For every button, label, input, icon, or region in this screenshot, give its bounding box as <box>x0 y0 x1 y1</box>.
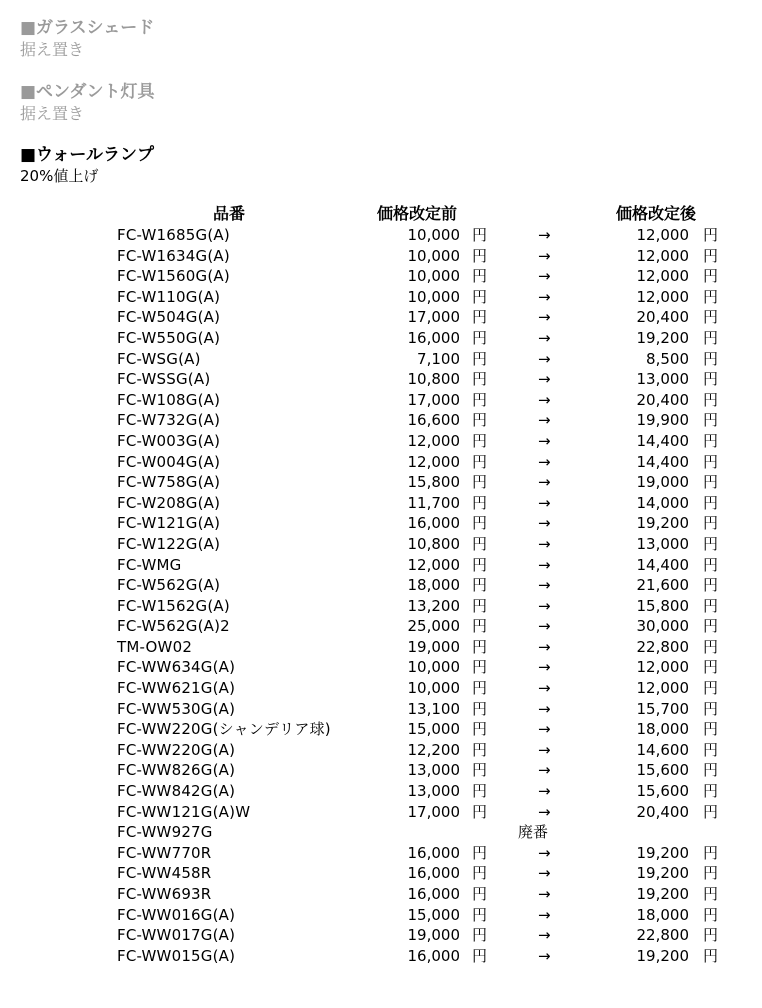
arrow-icon: → <box>538 596 551 615</box>
product-code: FC-WMG <box>117 555 182 574</box>
product-code: FC-WW621G(A) <box>117 679 236 698</box>
price-after: 14,000 <box>636 493 689 512</box>
table-row <box>0 760 762 781</box>
table-row <box>0 843 762 864</box>
yen-unit: 円 <box>472 287 488 306</box>
yen-unit: 円 <box>703 390 719 409</box>
arrow-icon: → <box>538 864 551 883</box>
price-before: 11,700 <box>407 493 460 512</box>
yen-unit: 円 <box>472 555 488 574</box>
price-after: 8,500 <box>646 349 689 368</box>
product-code: FC-W122G(A) <box>117 534 221 553</box>
yen-unit: 円 <box>472 576 488 595</box>
yen-unit: 円 <box>703 514 719 533</box>
price-after: 12,000 <box>636 267 689 286</box>
price-after: 19,900 <box>636 411 689 430</box>
table-row <box>0 863 762 884</box>
arrow-icon: → <box>538 534 551 553</box>
price-after: 19,200 <box>636 843 689 862</box>
table-row <box>0 575 762 596</box>
arrow-icon: → <box>538 452 551 471</box>
arrow-icon: → <box>538 946 551 965</box>
yen-unit: 円 <box>472 431 488 450</box>
price-before: 16,000 <box>407 946 460 965</box>
arrow-icon: → <box>538 658 551 677</box>
product-code: FC-W550G(A) <box>117 328 221 347</box>
table-row <box>0 431 762 452</box>
price-after: 20,400 <box>636 308 689 327</box>
table-row <box>0 246 762 267</box>
yen-unit: 円 <box>703 596 719 615</box>
header-price-after: 価格改定後 <box>616 204 697 223</box>
product-code: FC-WW927G <box>117 823 213 842</box>
yen-unit: 円 <box>703 617 719 636</box>
product-code: FC-W732G(A) <box>117 411 221 430</box>
yen-unit: 円 <box>472 926 488 945</box>
price-before: 17,000 <box>407 308 460 327</box>
arrow-icon: → <box>538 782 551 801</box>
price-before: 16,000 <box>407 885 460 903</box>
product-code: FC-WW121G(A)W <box>117 802 251 821</box>
yen-unit: 円 <box>703 246 719 265</box>
price-after: 21,600 <box>636 576 689 595</box>
table-row <box>0 596 762 617</box>
yen-unit: 円 <box>703 699 719 718</box>
discontinued-label: 廃番 <box>518 823 549 842</box>
product-code: FC-WSG(A) <box>117 349 201 368</box>
product-code: FC-WW458R <box>117 864 212 883</box>
arrow-icon: → <box>538 287 551 306</box>
price-after: 30,000 <box>636 617 689 636</box>
product-code: FC-W004G(A) <box>117 452 221 471</box>
price-before: 25,000 <box>407 617 460 636</box>
arrow-icon: → <box>538 926 551 945</box>
price-before: 17,000 <box>407 802 460 821</box>
yen-unit: 円 <box>703 679 719 698</box>
price-before: 15,800 <box>407 473 460 492</box>
price-after: 22,800 <box>636 926 689 945</box>
price-before: 15,000 <box>407 720 460 739</box>
yen-unit: 円 <box>472 637 488 656</box>
arrow-icon: → <box>538 617 551 636</box>
table-row <box>0 349 762 370</box>
table-row <box>0 390 762 411</box>
price-before: 17,000 <box>407 390 460 409</box>
product-code: FC-W003G(A) <box>117 431 221 450</box>
table-row <box>0 719 762 740</box>
yen-unit: 円 <box>472 452 488 471</box>
table-row <box>0 555 762 576</box>
price-after: 12,000 <box>636 679 689 698</box>
price-after: 19,200 <box>636 514 689 533</box>
price-after: 15,600 <box>636 761 689 780</box>
price-before: 13,100 <box>407 699 460 718</box>
table-row <box>0 905 762 926</box>
yen-unit: 円 <box>703 328 719 347</box>
table-row <box>0 637 762 658</box>
arrow-icon: → <box>538 370 551 389</box>
price-before: 10,000 <box>407 679 460 698</box>
price-after: 20,400 <box>636 390 689 409</box>
yen-unit: 円 <box>703 637 719 656</box>
yen-unit: 円 <box>703 473 719 492</box>
yen-unit: 円 <box>703 782 719 801</box>
product-code: TM-OW02 <box>117 637 193 656</box>
table-row <box>0 287 762 308</box>
price-after: 15,800 <box>636 596 689 615</box>
section-title-wall-lamp: ■ウォールランプ <box>20 145 155 165</box>
price-after: 19,200 <box>636 946 689 965</box>
price-before: 19,000 <box>407 637 460 656</box>
price-before: 16,000 <box>407 514 460 533</box>
price-before: 12,000 <box>407 431 460 450</box>
yen-unit: 円 <box>472 226 488 244</box>
arrow-icon: → <box>538 576 551 595</box>
yen-unit: 円 <box>472 679 488 698</box>
table-row <box>0 369 762 390</box>
table-row <box>0 472 762 493</box>
arrow-icon: → <box>538 246 551 265</box>
price-after: 22,800 <box>636 637 689 656</box>
arrow-icon: → <box>538 390 551 409</box>
product-code: FC-WW826G(A) <box>117 761 236 780</box>
yen-unit: 円 <box>472 493 488 512</box>
product-code: FC-WW530G(A) <box>117 699 236 718</box>
price-before: 7,100 <box>417 349 460 368</box>
yen-unit: 円 <box>703 226 719 244</box>
header-price-before: 価格改定前 <box>377 204 458 223</box>
price-before: 16,600 <box>407 411 460 430</box>
price-before: 10,800 <box>407 534 460 553</box>
header-product-code: 品番 <box>213 204 246 223</box>
price-after: 19,200 <box>636 328 689 347</box>
arrow-icon: → <box>538 905 551 924</box>
yen-unit: 円 <box>472 699 488 718</box>
yen-unit: 円 <box>472 740 488 759</box>
yen-unit: 円 <box>703 452 719 471</box>
section-note-pendant: 据え置き <box>20 104 85 123</box>
price-before: 18,000 <box>407 576 460 595</box>
yen-unit: 円 <box>472 308 488 327</box>
arrow-icon: → <box>538 637 551 656</box>
arrow-icon: → <box>538 411 551 430</box>
table-row <box>0 657 762 678</box>
product-code: FC-W562G(A) <box>117 576 221 595</box>
product-code: FC-WSSG(A) <box>117 370 211 389</box>
product-code: FC-W758G(A) <box>117 473 221 492</box>
yen-unit: 円 <box>472 802 488 821</box>
yen-unit: 円 <box>472 370 488 389</box>
price-after: 14,400 <box>636 555 689 574</box>
price-before: 10,000 <box>407 246 460 265</box>
yen-unit: 円 <box>472 411 488 430</box>
yen-unit: 円 <box>703 864 719 883</box>
table-row <box>0 616 762 637</box>
product-code: FC-WW220G(A) <box>117 740 236 759</box>
arrow-icon: → <box>538 555 551 574</box>
product-code: FC-WW015G(A) <box>117 946 236 965</box>
table-row <box>0 328 762 349</box>
arrow-icon: → <box>538 308 551 327</box>
yen-unit: 円 <box>472 843 488 862</box>
section-title-pendant: ■ペンダント灯具 <box>20 82 155 102</box>
yen-unit: 円 <box>472 534 488 553</box>
yen-unit: 円 <box>472 390 488 409</box>
price-before: 10,800 <box>407 370 460 389</box>
yen-unit: 円 <box>703 576 719 595</box>
price-after: 18,000 <box>636 720 689 739</box>
yen-unit: 円 <box>703 885 719 903</box>
table-row <box>0 493 762 514</box>
price-before: 16,000 <box>407 843 460 862</box>
price-before: 13,000 <box>407 761 460 780</box>
product-code: FC-W562G(A)2 <box>117 617 230 636</box>
price-before: 13,000 <box>407 782 460 801</box>
arrow-icon: → <box>538 514 551 533</box>
table-row <box>0 925 762 946</box>
arrow-icon: → <box>538 802 551 821</box>
product-code: FC-W1685G(A) <box>117 226 230 244</box>
price-after: 19,200 <box>636 885 689 903</box>
arrow-icon: → <box>538 349 551 368</box>
yen-unit: 円 <box>472 761 488 780</box>
price-after: 12,000 <box>636 658 689 677</box>
table-row <box>0 225 762 246</box>
yen-unit: 円 <box>703 308 719 327</box>
yen-unit: 円 <box>703 740 719 759</box>
price-before: 10,000 <box>407 658 460 677</box>
yen-unit: 円 <box>703 720 719 739</box>
price-before: 16,000 <box>407 328 460 347</box>
price-before: 12,200 <box>407 740 460 759</box>
product-code: FC-W110G(A) <box>117 287 221 306</box>
yen-unit: 円 <box>472 349 488 368</box>
yen-unit: 円 <box>703 287 719 306</box>
price-before: 15,000 <box>407 905 460 924</box>
arrow-icon: → <box>538 431 551 450</box>
table-row <box>0 307 762 328</box>
product-code: FC-W504G(A) <box>117 308 221 327</box>
arrow-icon: → <box>538 328 551 347</box>
yen-unit: 円 <box>472 720 488 739</box>
yen-unit: 円 <box>472 596 488 615</box>
yen-unit: 円 <box>703 555 719 574</box>
yen-unit: 円 <box>703 905 719 924</box>
yen-unit: 円 <box>703 658 719 677</box>
yen-unit: 円 <box>703 411 719 430</box>
product-code: FC-W121G(A) <box>117 514 221 533</box>
price-before: 10,000 <box>407 267 460 286</box>
product-code: FC-WW220G(シャンデリア球) <box>117 720 331 739</box>
yen-unit: 円 <box>703 761 719 780</box>
price-after: 19,200 <box>636 864 689 883</box>
arrow-icon: → <box>538 493 551 512</box>
product-code: FC-WW634G(A) <box>117 658 236 677</box>
yen-unit: 円 <box>472 473 488 492</box>
yen-unit: 円 <box>703 349 719 368</box>
yen-unit: 円 <box>703 946 719 965</box>
yen-unit: 円 <box>472 514 488 533</box>
table-row <box>0 410 762 431</box>
yen-unit: 円 <box>472 864 488 883</box>
arrow-icon: → <box>538 679 551 698</box>
price-after: 20,400 <box>636 802 689 821</box>
arrow-icon: → <box>538 761 551 780</box>
section-title-glass-shade: ■ガラスシェード <box>20 18 155 38</box>
section-note-wall-lamp: 20%値上げ <box>20 167 99 185</box>
price-before: 16,000 <box>407 864 460 883</box>
price-after: 19,000 <box>636 473 689 492</box>
yen-unit: 円 <box>703 926 719 945</box>
price-after: 12,000 <box>636 246 689 265</box>
product-code: FC-WW842G(A) <box>117 782 236 801</box>
yen-unit: 円 <box>472 617 488 636</box>
yen-unit: 円 <box>703 370 719 389</box>
table-row <box>0 781 762 802</box>
table-row <box>0 822 762 843</box>
product-code: FC-W108G(A) <box>117 390 221 409</box>
price-after: 13,000 <box>636 534 689 553</box>
yen-unit: 円 <box>472 885 488 903</box>
price-before: 19,000 <box>407 926 460 945</box>
arrow-icon: → <box>538 473 551 492</box>
price-after: 14,400 <box>636 431 689 450</box>
price-after: 15,600 <box>636 782 689 801</box>
yen-unit: 円 <box>472 658 488 677</box>
price-after: 12,000 <box>636 287 689 306</box>
table-row <box>0 513 762 534</box>
table-row <box>0 678 762 699</box>
yen-unit: 円 <box>472 267 488 286</box>
arrow-icon: → <box>538 720 551 739</box>
yen-unit: 円 <box>703 431 719 450</box>
table-row <box>0 802 762 823</box>
price-before: 10,000 <box>407 287 460 306</box>
price-after: 14,400 <box>636 452 689 471</box>
arrow-icon: → <box>538 843 551 862</box>
price-before: 12,000 <box>407 555 460 574</box>
arrow-icon: → <box>538 226 551 244</box>
price-after: 18,000 <box>636 905 689 924</box>
arrow-icon: → <box>538 885 551 903</box>
price-before: 13,200 <box>407 596 460 615</box>
table-row <box>0 266 762 287</box>
arrow-icon: → <box>538 699 551 718</box>
yen-unit: 円 <box>703 534 719 553</box>
price-table-body <box>0 225 762 966</box>
product-code: FC-W1634G(A) <box>117 246 230 265</box>
yen-unit: 円 <box>703 493 719 512</box>
yen-unit: 円 <box>703 802 719 821</box>
price-after: 15,700 <box>636 699 689 718</box>
price-before: 10,000 <box>407 226 460 244</box>
product-code: FC-W208G(A) <box>117 493 221 512</box>
yen-unit: 円 <box>703 267 719 286</box>
table-row <box>0 452 762 473</box>
product-code: FC-WW016G(A) <box>117 905 236 924</box>
product-code: FC-WW693R <box>117 885 212 903</box>
price-after: 13,000 <box>636 370 689 389</box>
arrow-icon: → <box>538 267 551 286</box>
yen-unit: 円 <box>472 946 488 965</box>
product-code: FC-W1562G(A) <box>117 596 230 615</box>
product-code: FC-WW017G(A) <box>117 926 236 945</box>
price-after: 14,600 <box>636 740 689 759</box>
table-row <box>0 884 762 905</box>
yen-unit: 円 <box>472 782 488 801</box>
table-row <box>0 534 762 555</box>
yen-unit: 円 <box>472 246 488 265</box>
arrow-icon: → <box>538 740 551 759</box>
yen-unit: 円 <box>472 905 488 924</box>
yen-unit: 円 <box>472 328 488 347</box>
table-row <box>0 699 762 720</box>
table-row <box>0 946 762 967</box>
section-note-glass-shade: 据え置き <box>20 40 85 59</box>
product-code: FC-W1560G(A) <box>117 267 230 286</box>
table-row <box>0 740 762 761</box>
price-after: 12,000 <box>636 226 689 244</box>
price-before: 12,000 <box>407 452 460 471</box>
product-code: FC-WW770R <box>117 843 212 862</box>
yen-unit: 円 <box>703 843 719 862</box>
